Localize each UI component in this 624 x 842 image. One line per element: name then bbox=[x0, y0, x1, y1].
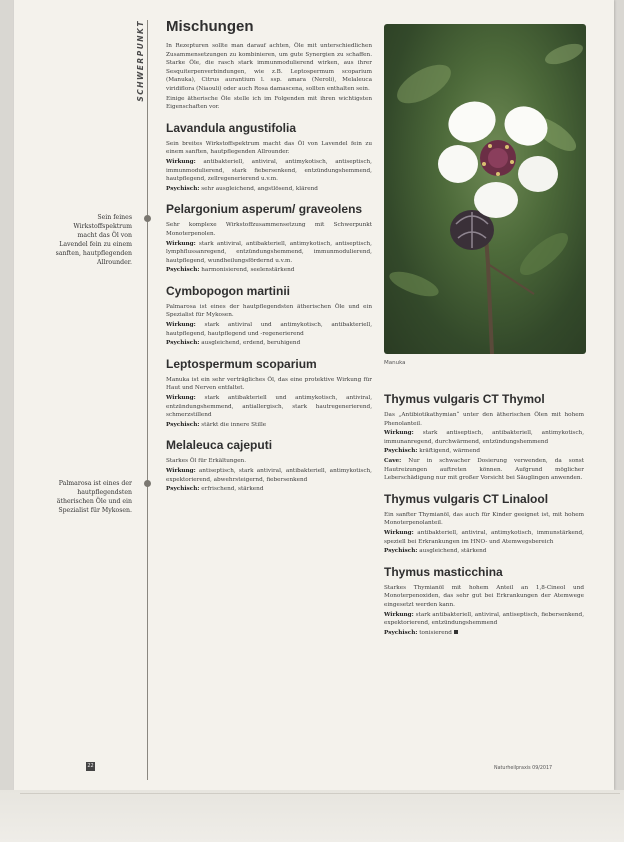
oil-text-label: Wirkung: bbox=[384, 430, 414, 437]
oil-text-value: stark antibakteriell und antimykotisch, antiviral, entzündungshemmend, antiallergisch, stark hautregenerierend, schmerzstillend bbox=[166, 395, 373, 419]
oil-text-label: Psychisch: bbox=[166, 486, 200, 493]
page-footer: Naturheilpraxis 09/2017 bbox=[494, 766, 553, 771]
right-column bbox=[384, 392, 584, 646]
oil-text-line bbox=[384, 529, 584, 546]
oil-text-label: Cave: bbox=[384, 457, 402, 464]
oil-text-value: erfrischend, stärkend bbox=[201, 486, 264, 493]
oil-title: Cymbopogon martinii bbox=[166, 283, 290, 298]
oil-text-line bbox=[166, 339, 372, 348]
oil-text-value: ausgleichend, erdend, beruhigend bbox=[201, 340, 301, 347]
oil-text-line bbox=[166, 140, 372, 157]
oil-text-value: harmonisierend, seelenstärkend bbox=[201, 267, 295, 274]
oil-text-value: Palmarosa ist eines der hautpflegendsten ätherischen Öle und ein Spezialist für Mykosen. bbox=[166, 303, 372, 319]
oil-text-value: ausgleichend, stärkend bbox=[419, 548, 487, 555]
oil-text-line bbox=[384, 429, 584, 446]
oil-text-line bbox=[384, 411, 584, 428]
oil-text-line bbox=[166, 240, 372, 266]
oil-text-label: Psychisch: bbox=[384, 448, 418, 455]
rule-marker bbox=[144, 480, 151, 487]
intro-paragraph: Einige ätherische Öle stelle ich im Folgenden mit ihren wichtigsten Eigenschaften vor. bbox=[166, 95, 372, 111]
scan-edge-line bbox=[20, 793, 620, 794]
intro-title: Mischungen bbox=[166, 18, 254, 35]
oil-entry bbox=[384, 392, 584, 483]
oil-entry bbox=[166, 284, 372, 348]
oil-title: Melaleuca cajeputi bbox=[166, 438, 273, 453]
oil-description bbox=[166, 376, 372, 430]
oil-text-line bbox=[166, 421, 372, 430]
oil-text-line bbox=[166, 457, 372, 466]
photo-caption: Manuka bbox=[384, 360, 406, 366]
oil-text-line bbox=[166, 394, 372, 420]
intro-paragraph: In Rezepturen sollte man darauf achten, Öle mit unterschiedlichen Zusammensetzungen zu kombinieren, um gute Synergien zu schaffen. Starke Öle, die rasch stark immunmodulierend wirken, aus ihrer Sesquiterpenverbindungen, wie z.B. Leptospermum scoparium (Manuka), Citrus aurantium l. ssp. amara (Neroli), Melaleuca viridiflora (Niaouli) oder auch Rosa damascena, sollten enthalten sein. bbox=[166, 43, 372, 92]
manuka-flower-illustration bbox=[384, 24, 586, 354]
oil-entry bbox=[166, 357, 372, 430]
left-column bbox=[166, 18, 372, 503]
oil-title: Lavandula angustifolia bbox=[166, 120, 297, 135]
oil-text-label: Wirkung: bbox=[384, 611, 414, 618]
oil-text-line bbox=[166, 185, 372, 194]
oil-text-value: Sehr komplexe Wirkstoffzusammensetzung mit Schwerpunkt Monoterpenolen. bbox=[166, 222, 372, 237]
side-note-palmarosa: Palmarosa ist eines der hautpflegendsten ätherischen Öle und ein Spezialist für Mykosen. bbox=[56, 480, 132, 514]
oil-description bbox=[166, 457, 372, 493]
oil-list-left bbox=[166, 121, 372, 494]
section-label: SCHWERPUNKT bbox=[136, 20, 145, 102]
oil-text-line bbox=[166, 221, 372, 238]
oil-text-line bbox=[166, 158, 372, 184]
oil-text-label: Psychisch: bbox=[166, 421, 200, 428]
page-number: 22 bbox=[87, 763, 94, 769]
oil-description bbox=[384, 584, 584, 638]
oil-text-line bbox=[384, 547, 584, 556]
oil-text-label: Wirkung: bbox=[166, 158, 196, 165]
oil-text-label: Psychisch: bbox=[384, 548, 418, 555]
oil-text-line bbox=[384, 447, 584, 456]
oil-text-value: Nur in schwacher Dosierung verwenden, da sonst Hautreizungen auftreten können. Aufgrund möglicher Leberschädigung nur mit großer Vorsicht bei Säuglingen anwenden. bbox=[384, 457, 584, 482]
oil-text-value: tonisierend bbox=[419, 629, 452, 636]
oil-title: Leptospermum scoparium bbox=[166, 356, 317, 371]
oil-text-value: Das „Antibiotikathymian“ unter den ätherischen Ölen mit hohem Phenolanteil. bbox=[384, 412, 584, 427]
oil-entry bbox=[166, 438, 372, 493]
oil-text-value: antiseptisch, stark antiviral, antibakteriell, antimykotisch, expektorierend, abwehrsteigernd, fiebersenkend bbox=[166, 468, 372, 483]
intro-section bbox=[166, 18, 372, 112]
oil-text-line bbox=[384, 511, 584, 528]
oil-text-value: antibakteriell, antiviral, antimykotisch, immunstärkend, speziell bei Erkrankungen im HNO- und Atemwegsbereich bbox=[384, 529, 584, 545]
oil-text-value: kräftigend, wärmend bbox=[419, 448, 480, 455]
oil-text-label: Wirkung: bbox=[384, 529, 414, 536]
oil-text-value: sehr ausgleichend, angstlösend, klärend bbox=[201, 185, 318, 192]
oil-entry bbox=[166, 121, 372, 194]
oil-text-label: Wirkung: bbox=[166, 468, 196, 474]
oil-text-value: Ein sanfter Thymianöl, das auch für Kinder geeignet ist, mit hohem Monoterpenolanteil. bbox=[384, 511, 584, 527]
oil-text-label: Psychisch: bbox=[166, 340, 200, 347]
oil-text-label: Psychisch: bbox=[166, 267, 200, 274]
oil-text-value: Starkes Öl für Erkältungen. bbox=[166, 458, 247, 465]
oil-text-value: stark antiviral und antimykotisch, antibakteriell, hautpflegend, hautpflegend und -regenerierend bbox=[166, 322, 373, 337]
oil-entry bbox=[384, 565, 584, 638]
oil-entry bbox=[166, 202, 372, 275]
oil-description bbox=[166, 303, 372, 348]
article-end-mark bbox=[454, 630, 458, 634]
oil-description bbox=[384, 511, 584, 556]
oil-text-label: Psychisch: bbox=[166, 185, 200, 192]
oil-entry bbox=[384, 492, 584, 556]
oil-description bbox=[384, 411, 584, 483]
oil-text-value: Sein breites Wirkstoffspektrum macht das Öl von Lavendel fein zu einem sanften, hautpflegenden Allrounder. bbox=[166, 140, 372, 156]
oil-text-line bbox=[166, 376, 372, 393]
oil-text-value: antibakteriell, antiviral, antimykotisch, antiseptisch, immunmodulierend, stark fiebersenkend, entzündungshemmend, hautpflegend, zellregenerierend u.v.m. bbox=[166, 158, 372, 183]
oil-text-line bbox=[384, 629, 584, 638]
oil-text-value: Manuka ist ein sehr verträgliches Öl, das eine protektive Wirkung für Haut und Nerven entfaltet. bbox=[166, 376, 372, 392]
oil-text-value: Starkes Thymianöl mit hohem Anteil an 1,8-Cineol und Monoterpenoxiden, das sehr gut bei Erkrankungen der Atemwege eingesetzt werden kann. bbox=[384, 584, 584, 608]
oil-text-value: stärkt die innere Stille bbox=[201, 421, 267, 428]
oil-title: Thymus masticchina bbox=[384, 564, 503, 579]
oil-list-right bbox=[384, 392, 584, 637]
oil-text-value: stark antibakteriell, antiviral, antiseptisch, fiebersenkend, expektorierend, entzündungshemmend bbox=[384, 611, 585, 627]
oil-text-line bbox=[166, 485, 372, 494]
oil-text-line bbox=[166, 303, 372, 320]
oil-description bbox=[166, 221, 372, 275]
oil-text-label: Wirkung: bbox=[166, 322, 196, 329]
oil-text-line bbox=[384, 584, 584, 610]
manuka-photo bbox=[384, 24, 586, 354]
oil-text-line bbox=[384, 457, 584, 483]
oil-text-line bbox=[384, 611, 584, 628]
oil-text-line bbox=[166, 266, 372, 275]
oil-title: Thymus vulgaris CT Thymol bbox=[384, 392, 545, 406]
scan-background bbox=[0, 790, 624, 842]
oil-title: Thymus vulgaris CT Linalool bbox=[384, 491, 549, 506]
rule-marker bbox=[144, 215, 151, 222]
vertical-rule bbox=[147, 20, 148, 780]
oil-description bbox=[166, 140, 372, 194]
oil-text-line bbox=[166, 467, 372, 484]
side-note-lavender: Sein feines Wirkstoffspektrum macht das Öl von Lavendel fein zu einem sanften, hautpflegenden Allrounder. bbox=[55, 214, 132, 266]
oil-text-label: Wirkung: bbox=[166, 240, 196, 247]
oil-text-label: Wirkung: bbox=[166, 395, 196, 402]
oil-text-line bbox=[166, 321, 372, 338]
oil-text-value: stark antiviral, antibakteriell, antimykotisch, antiseptisch, lymphflussanregend, entzündungshemmend, immunmodulierend, hautpflegend, wundheilungsfördernd u.v.m. bbox=[166, 240, 372, 264]
oil-title: Pelargonium asperum/ graveolens bbox=[166, 202, 363, 217]
oil-text-label: Psychisch: bbox=[384, 629, 418, 636]
oil-text-value: stark antiseptisch, antibakteriell, antimykotisch, immunanregend, durchwärmend, entzündungshemmend bbox=[384, 430, 584, 445]
